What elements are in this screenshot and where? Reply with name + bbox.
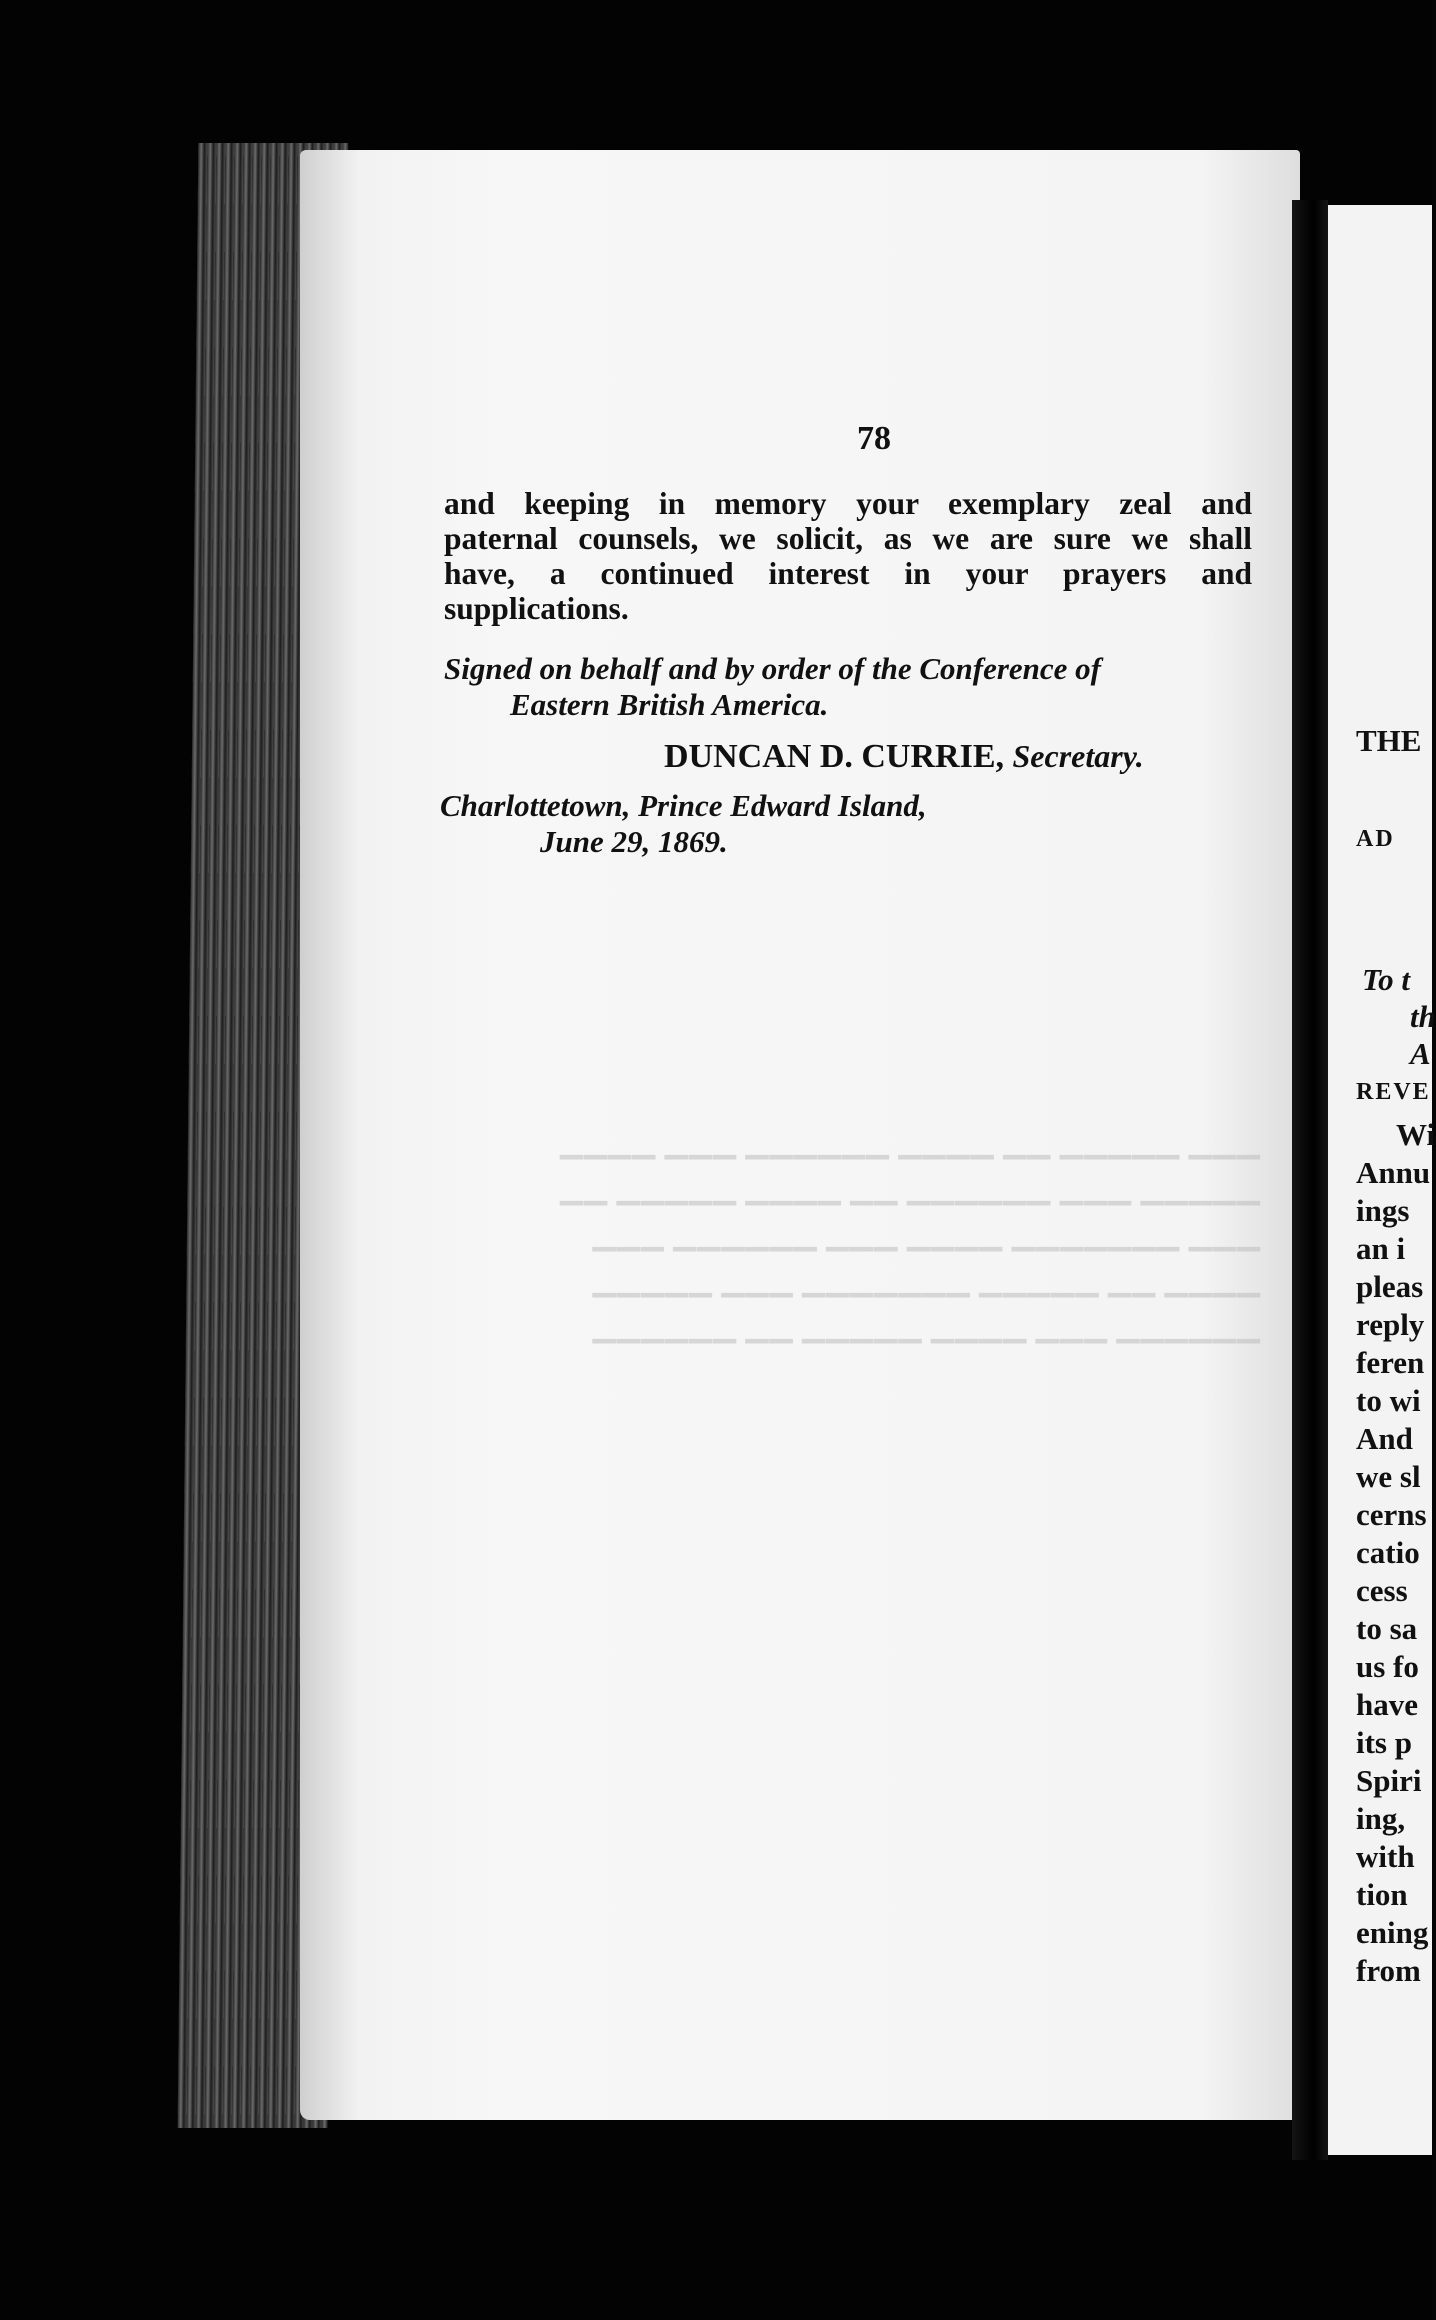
right-page-fragment: we sl bbox=[1356, 1459, 1421, 1494]
location: Charlottetown, Prince Edward Island, bbox=[440, 788, 927, 823]
right-page-fragment: to sa bbox=[1356, 1611, 1418, 1646]
body-paragraph bbox=[444, 486, 1252, 626]
signed-line-1: Signed on behalf and by order of the Conference of bbox=[444, 651, 1102, 686]
right-page-fragment: us fo bbox=[1356, 1649, 1419, 1684]
right-page-fragment: A bbox=[1410, 1036, 1431, 1071]
right-page-fragment: reply bbox=[1356, 1307, 1425, 1342]
right-page-fragment: Spiri bbox=[1356, 1763, 1422, 1798]
right-page-fragment: cerns bbox=[1356, 1497, 1427, 1532]
right-page-fragment: to wi bbox=[1356, 1383, 1421, 1418]
right-page-fragment: with bbox=[1356, 1839, 1415, 1874]
body-line: paternal counsels, we solicit, as we are sure we shall bbox=[444, 521, 1252, 556]
date: June 29, 1869. bbox=[540, 824, 728, 859]
signatory-name: DUNCAN D. CURRIE, bbox=[664, 738, 1004, 775]
right-page-fragment: catio bbox=[1356, 1535, 1420, 1570]
right-page-fragment: To t bbox=[1362, 962, 1410, 997]
right-page-fragment: th bbox=[1410, 999, 1436, 1034]
signature-line bbox=[664, 738, 1144, 776]
right-page-fragment: from bbox=[1356, 1953, 1421, 1988]
right-page-fragment: its p bbox=[1356, 1725, 1412, 1760]
right-page-fragment: ening bbox=[1356, 1915, 1429, 1950]
right-page-fragment: tion bbox=[1356, 1877, 1408, 1912]
right-page-fragment: Annu bbox=[1356, 1155, 1431, 1190]
right-page-fragment: REVE bbox=[1356, 1079, 1431, 1105]
place-and-date bbox=[440, 788, 1140, 860]
right-page-fragment: THE bbox=[1356, 723, 1422, 758]
right-page-fragment: feren bbox=[1356, 1345, 1425, 1380]
body-line: supplications. bbox=[444, 591, 629, 626]
body-line: have, a continued interest in your prayers and bbox=[444, 556, 1252, 591]
right-page-fragment: ing, bbox=[1356, 1801, 1406, 1836]
right-page-fragment: cess bbox=[1356, 1573, 1408, 1608]
body-line: and keeping in memory your exemplary zeal and bbox=[444, 486, 1252, 521]
right-page-fragment: have bbox=[1356, 1687, 1418, 1722]
book-gutter bbox=[1292, 200, 1328, 2160]
right-page-fragment: an i bbox=[1356, 1231, 1406, 1266]
right-page-fragment: AD bbox=[1356, 826, 1395, 852]
signed-line-2: Eastern British America. bbox=[510, 687, 829, 722]
page-number: 78 bbox=[857, 420, 891, 457]
signatory-title: Secretary. bbox=[1012, 738, 1144, 774]
signed-statement bbox=[444, 651, 1252, 723]
right-page-fragment: pleas bbox=[1356, 1269, 1424, 1304]
bleed-through-texture: ▁▁▁ ▁▁▁▁▁ ▁▁ ▁▁▁▁ ▁▁▁▁▁▁ ▁▁▁ ▁▁▁▁ ▁▁▁▁▁ ▁▁▁ ▁▁▁▁▁▁ ▁▁ ▁▁▁▁ ▁▁▁▁▁ ▁▁ ▁▁▁ ▁▁▁▁▁▁▁ ▁▁▁▁ ▁▁▁ ▁▁▁▁▁▁ ▁▁▁ ▁▁▁▁ ▁▁ ▁▁▁▁▁ ▁▁▁▁▁▁▁ ▁▁▁ ▁▁▁▁▁ ▁▁▁▁▁▁ ▁▁▁ ▁▁▁▁ ▁▁▁▁▁ ▁▁ ▁▁▁▁▁▁ bbox=[559, 1126, 1260, 1343]
right-page-fragment: And bbox=[1356, 1421, 1413, 1456]
right-page-fragment: Wi bbox=[1396, 1117, 1436, 1152]
right-page-fragment: ings bbox=[1356, 1193, 1410, 1228]
